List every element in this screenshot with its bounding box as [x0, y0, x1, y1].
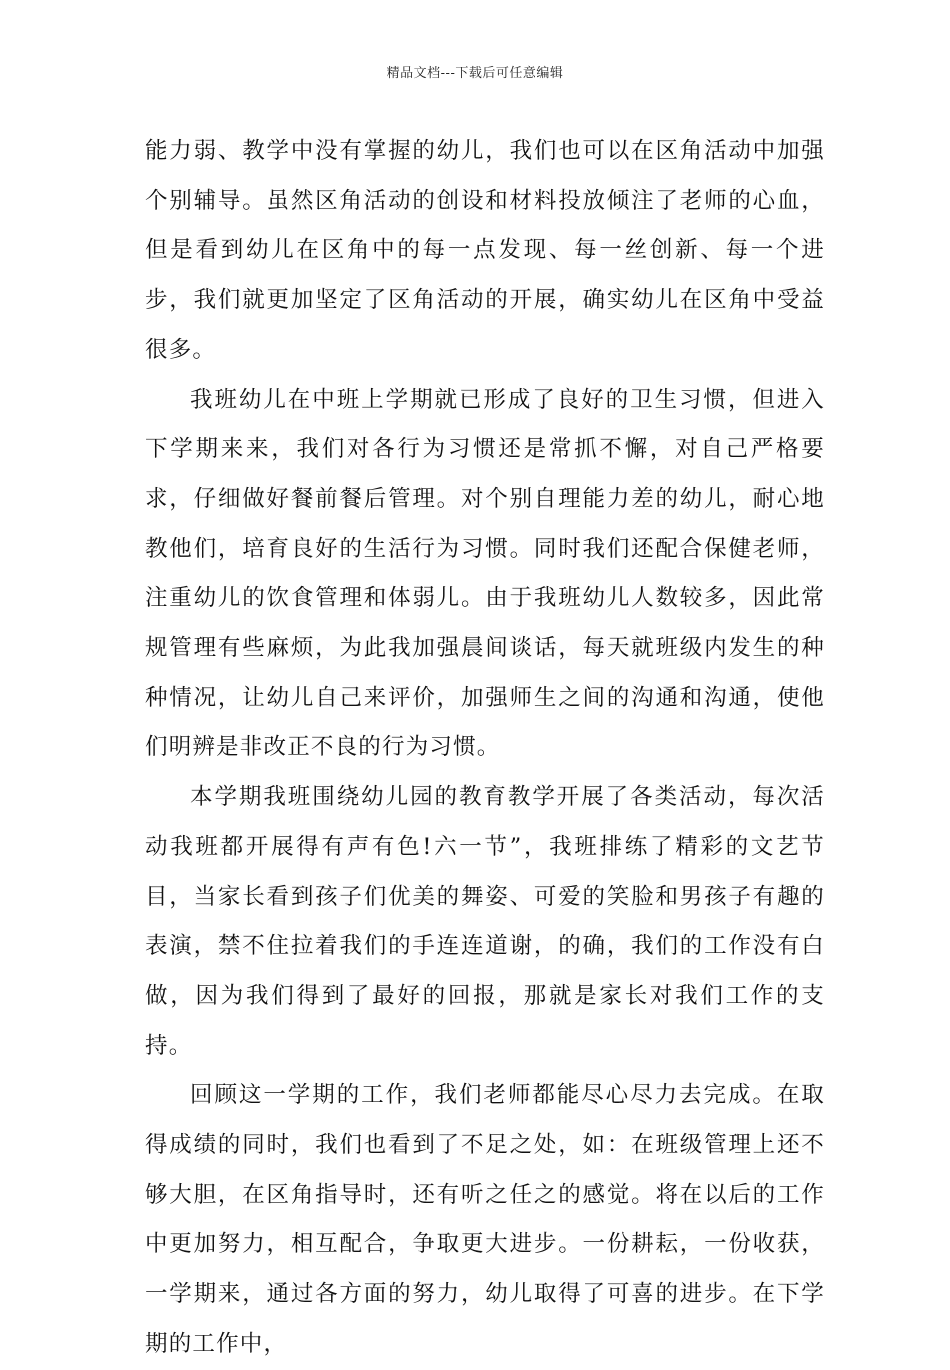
page-header: 精品文档---下载后可任意编辑	[386, 66, 564, 81]
paragraph-3: 本学期我班围绕幼儿园的教育教学开展了各类活动，每次活动我班都开展得有声有色!六一节”，我班排练了精彩的文艺节目，当家长看到孩子们优美的舞姿、可爱的笑脸和男孩子有趣的表演，禁不住拉着我们的手连连道谢，的确，我们的工作没有白做，因为我们得到了最好的回报，那就是家长对我们工作的支持。	[145, 784, 825, 1059]
paragraph-4: 回顾这一学期的工作，我们老师都能尽心尽力去完成。在取得成绩的同时，我们也看到了不足之处，如：在班级管理上还不够大胆，在区角指导时，还有听之任之的感觉。将在以后的工作中更加努力，相互配合，争取更大进步。一份耕耘，一份收获，一学期来，通过各方面的努力，幼儿取得了可喜的进步。在下学期的工作中，	[145, 1082, 825, 1357]
paragraph-1: 能力弱、教学中没有掌握的幼儿，我们也可以在区角活动中加强个别辅导。虽然区角活动的创设和材料投放倾注了老师的心血，但是看到幼儿在区角中的每一点发现、每一丝创新、每一个进步，我们就更加坚定了区角活动的开展，确实幼儿在区角中受益很多。	[145, 138, 825, 363]
paragraph-2: 我班幼儿在中班上学期就已形成了良好的卫生习惯，但进入下学期来来，我们对各行为习惯还是常抓不懈，对自己严格要求，仔细做好餐前餐后管理。对个别自理能力差的幼儿，耐心地教他们，培育良好的生活行为习惯。同时我们还配合保健老师，注重幼儿的饮食管理和体弱儿。由于我班幼儿人数较多，因此常规管理有些麻烦，为此我加强晨间谈话，每天就班级内发生的种种情况，让幼儿自己来评价，加强师生之间的沟通和沟通，使他们明辨是非改正不良的行为习惯。	[145, 386, 825, 761]
document-body	[145, 127, 825, 1370]
